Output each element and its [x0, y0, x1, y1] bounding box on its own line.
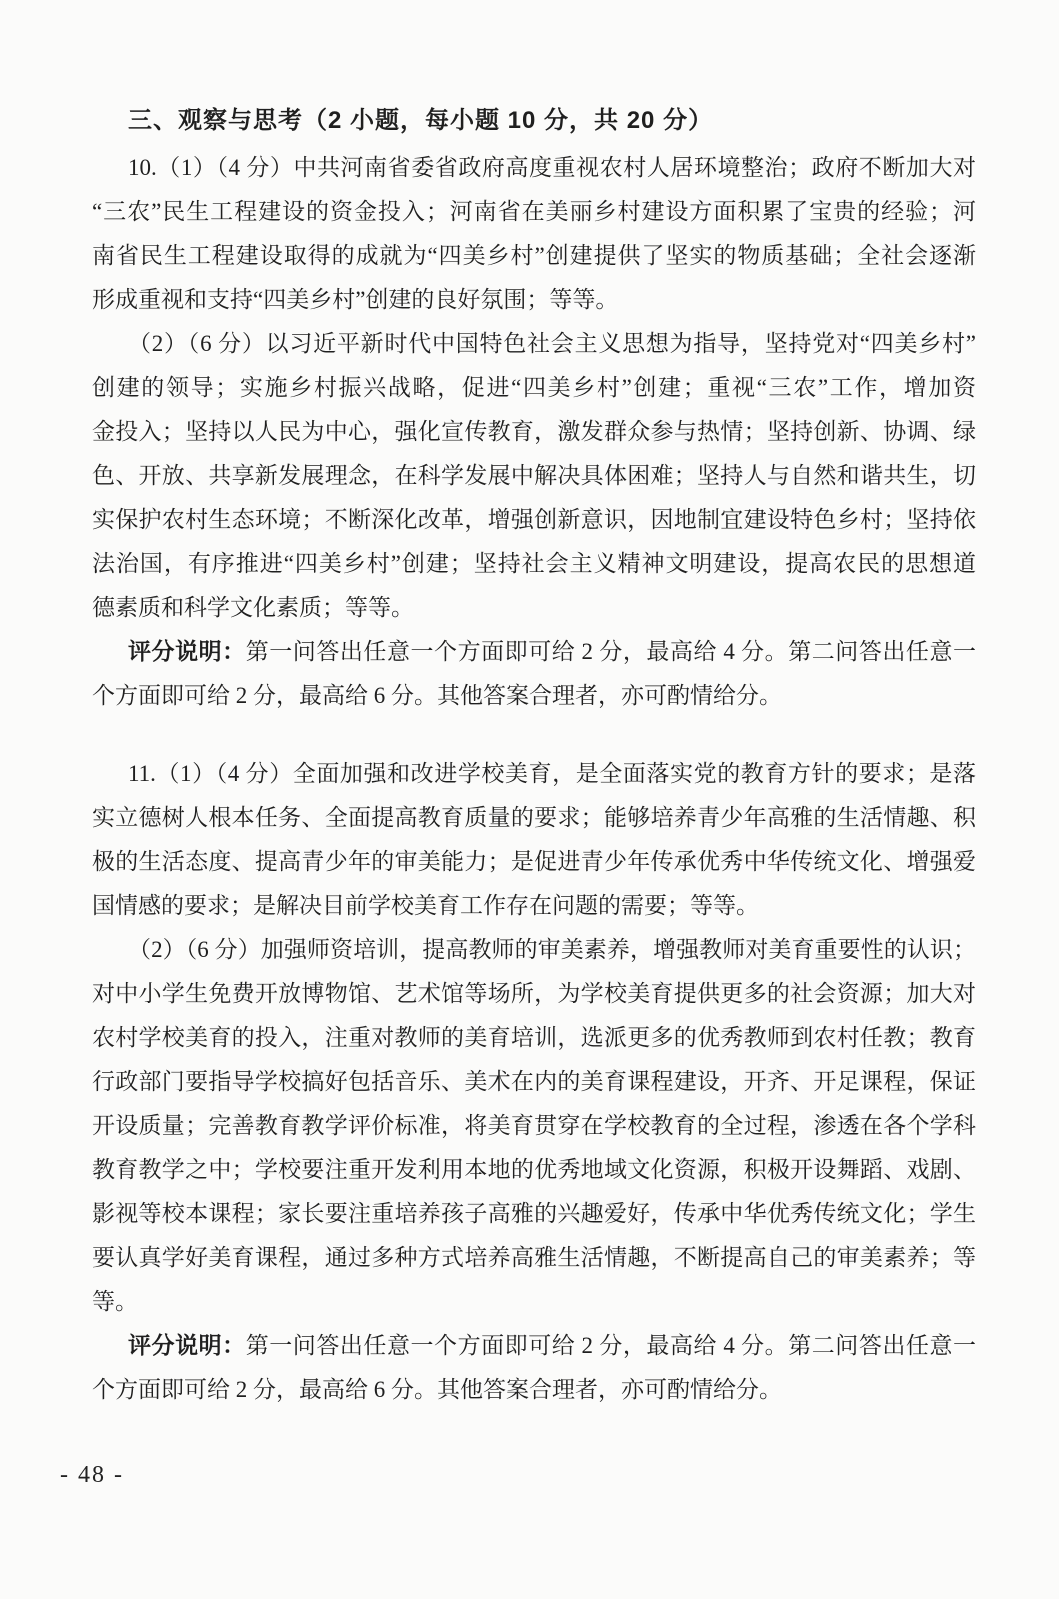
- answer-line: 色、开放、共享新发展理念，在科学发展中解决具体困难；坚持人与自然和谐共生，切: [92, 463, 976, 488]
- text-block: [92, 96, 976, 1412]
- scoring-line: [92, 1324, 976, 1368]
- page-number: - 48 -: [60, 1462, 124, 1488]
- answer-line: （2）（6 分）加强师资培训，提高教师的审美素养，增强教师对美育重要性的认识；: [128, 937, 976, 962]
- answer-line: 金投入；坚持以人民为中心，强化宣传教育，激发群众参与热情；坚持创新、协调、绿: [92, 419, 976, 444]
- q10-scoring-note: [92, 630, 976, 718]
- answer-line: 德素质和科学文化素质；等等。: [92, 595, 414, 620]
- answer-line: 影视等校本课程；家长要注重培养孩子高雅的兴趣爱好，传承中华优秀传统文化；学生: [92, 1201, 976, 1226]
- answer-line: （2）（6 分）以习近平新时代中国特色社会主义思想为指导，坚持党对“四美乡村”: [128, 331, 976, 356]
- answer-line: 农村学校美育的投入，注重对教师的美育培训，选派更多的优秀教师到农村任教；教育: [92, 1025, 976, 1050]
- answer-line: 南省民生工程建设取得的成就为“四美乡村”创建提供了坚实的物质基础；全社会逐渐: [92, 243, 976, 268]
- scoring-text: 第一问答出任意一个方面即可给 2 分，最高给 4 分。第二问答出任意一: [245, 1333, 976, 1358]
- answer-line: 10.（1）（4 分）中共河南省委省政府高度重视农村人居环境整治；政府不断加大对: [128, 155, 976, 180]
- scoring-label: 评分说明：: [128, 1333, 246, 1358]
- q10-answer-part2: [92, 322, 976, 630]
- section-heading: 三、观察与思考（2 小题，每小题 10 分，共 20 分）: [128, 107, 714, 134]
- scoring-line: 个方面即可给 2 分，最高给 6 分。其他答案合理者，亦可酌情给分。: [92, 1377, 782, 1402]
- answer-line: 法治国，有序推进“四美乡村”创建；坚持社会主义精神文明建设，提高农民的思想道: [92, 551, 976, 576]
- answer-line: 开设质量；完善教育教学评价标准，将美育贯穿在学校教育的全过程，渗透在各个学科: [92, 1113, 976, 1138]
- scoring-text: 第一问答出任意一个方面即可给 2 分，最高给 4 分。第二问答出任意一: [245, 639, 976, 664]
- answer-line: 实立德树人根本任务、全面提高教育质量的要求；能够培养青少年高雅的生活情趣、积: [92, 805, 976, 830]
- answer-line: 等。: [92, 1289, 138, 1314]
- answer-line: 形成重视和支持“四美乡村”创建的良好氛围；等等。: [92, 287, 619, 312]
- answer-line: “三农”民生工程建设的资金投入；河南省在美丽乡村建设方面积累了宝贵的经验；河: [92, 199, 976, 224]
- scoring-line: 个方面即可给 2 分，最高给 6 分。其他答案合理者，亦可酌情给分。: [92, 683, 782, 708]
- answer-line: 行政部门要指导学校搞好包括音乐、美术在内的美育课程建设，开齐、开足课程，保证: [92, 1069, 976, 1094]
- answer-line: 11.（1）（4 分）全面加强和改进学校美育，是全面落实党的教育方针的要求；是落: [128, 761, 976, 786]
- scoring-label: 评分说明：: [128, 639, 246, 664]
- q11-answer-part2: [92, 928, 976, 1324]
- answer-line: 对中小学生免费开放博物馆、艺术馆等场所，为学校美育提供更多的社会资源；加大对: [92, 981, 976, 1006]
- answer-line: 极的生活态度、提高青少年的审美能力；是促进青少年传承优秀中华传统文化、增强爱: [92, 849, 976, 874]
- q11-scoring-note: [92, 1324, 976, 1412]
- q10-answer-part1: [92, 146, 976, 322]
- q11-answer-part1: [92, 752, 976, 928]
- answer-line: 国情感的要求；是解决目前学校美育工作存在问题的需要；等等。: [92, 893, 759, 918]
- answer-line: 教育教学之中；学校要注重开发利用本地的优秀地域文化资源，积极开设舞蹈、戏剧、: [92, 1157, 976, 1182]
- scoring-line: [92, 630, 976, 674]
- answer-line: 创建的领导；实施乡村振兴战略，促进“四美乡村”创建；重视“三农”工作，增加资: [92, 375, 976, 400]
- answer-line: 实保护农村生态环境；不断深化改革，增强创新意识，因地制宜建设特色乡村；坚持依: [92, 507, 976, 532]
- answer-line: 要认真学好美育课程，通过多种方式培养高雅生活情趣，不断提高自己的审美素养；等: [92, 1245, 976, 1270]
